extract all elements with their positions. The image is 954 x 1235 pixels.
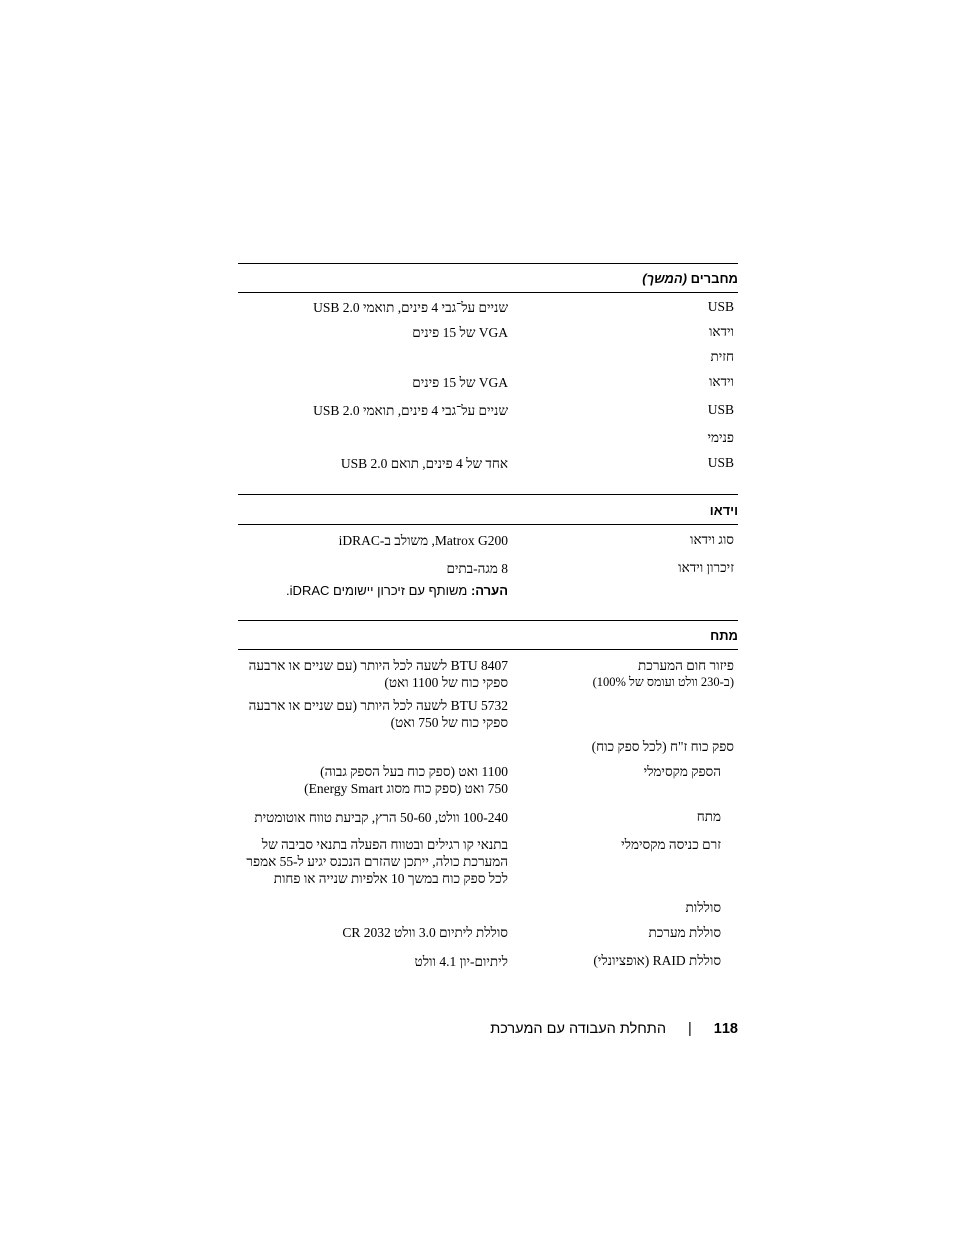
row-label: סוג וידאו: [689, 532, 734, 547]
inrush-current-label: זרם כניסה מקסימלי: [621, 837, 721, 852]
psu-wattage-label: ספק כוח ז"ח (לכל ספק כוח): [591, 739, 734, 754]
section-heading-rule: [238, 649, 738, 650]
page-footer: [490, 1021, 738, 1037]
section-heading-connectors: מחברים (המשך): [642, 271, 738, 286]
row-value: אחד של 4 פינים, תואם USB 2.0: [340, 456, 508, 471]
value-line: בתנאי קו רגילים ובטווח הפעלה בתנאי סביבה של: [261, 837, 508, 852]
note-label: הערה:: [470, 583, 508, 598]
value-line: לכל ספק כוח במשך 10 אלפיות שנייה או פחות: [273, 871, 508, 886]
row-value: 8 מגה-בתים: [446, 561, 508, 576]
footer-title: התחלת העבודה עם המערכת: [490, 1021, 667, 1037]
heat-dissipation-value-1100w: [249, 657, 508, 691]
max-power-value: [304, 763, 508, 797]
batteries-label: סוללות: [685, 900, 721, 915]
section-heading-rule: [238, 524, 738, 525]
video-note: [286, 583, 508, 598]
system-battery-value: סוללת ליתיום 3.0 וולט CR 2032: [342, 925, 508, 940]
row-value: שניים על־גבי 4 פינים, תואמי USB 2.0: [313, 300, 508, 315]
video-section: [238, 494, 738, 609]
section-top-rule: [238, 620, 738, 621]
row-label: USB: [707, 455, 734, 470]
section-heading-power: מתח: [710, 628, 738, 643]
row-value: Matrox G200, משולב ב-iDRAC: [338, 533, 508, 548]
system-battery-label: סוללת מערכת: [648, 925, 721, 940]
value-line: BTU 8407 לשעה לכל היותר (עם שניים או ארבעה: [248, 658, 508, 673]
page-number: 118: [713, 1021, 738, 1037]
value-line: ספקי כוח של 1100 ואט): [384, 675, 508, 690]
row-subheading-internal: פנימי: [707, 430, 734, 445]
section-top-rule: [238, 494, 738, 495]
note-text: משותף עם זיכרון יישומים iDRAC.: [286, 583, 468, 598]
heat-dissipation-value-750w: [249, 697, 508, 731]
row-label: USB: [707, 299, 734, 314]
row-value: VGA של 15 פינים: [412, 375, 508, 390]
power-section: [238, 620, 738, 980]
heat-dissipation-sublabel: (ב-230 וולט ועומס של 100%): [592, 675, 734, 689]
value-line: המערכת כולה, ייתכן שהזרם הנכנס יגיע ל-55 אמפר: [246, 854, 508, 869]
voltage-value: 100-240 וולט, 50-60 הרץ, קביעת טווח אוטומטית: [254, 810, 508, 825]
row-label: וידאו: [708, 374, 734, 389]
raid-battery-label: סוללת RAID (אופציונלי): [593, 953, 721, 968]
heading-continued: (המשך): [642, 271, 687, 286]
row-label: זיכרון וידאו: [678, 560, 734, 575]
max-power-label: הספק מקסימלי: [643, 764, 721, 779]
inrush-current-value: [246, 836, 508, 887]
value-line: 1100 ואט (ספק כוח בעל הספק גבוה): [320, 764, 508, 779]
row-value: שניים על־גבי 4 פינים, תואמי USB 2.0: [313, 403, 508, 418]
row-label: וידאו: [708, 324, 734, 339]
row-subheading-front: חזית: [710, 349, 734, 364]
value-line: ספקי כוח של 750 ואט): [390, 715, 508, 730]
row-value: VGA של 15 פינים: [412, 325, 508, 340]
section-heading-rule: [238, 292, 738, 293]
footer-separator: |: [688, 1021, 692, 1037]
value-line: BTU 5732 לשעה לכל היותר (עם שניים או ארבעה: [248, 698, 508, 713]
section-top-rule: [238, 263, 738, 264]
section-heading-video: וידאו: [709, 503, 738, 518]
connectors-section: [238, 263, 738, 483]
voltage-label: מתח: [696, 809, 721, 824]
heat-dissipation-label: פיזור חום המערכת: [638, 658, 734, 673]
value-line: 750 ואט (ספק כוח מסוג Energy Smart): [304, 781, 508, 796]
row-label: USB: [707, 402, 734, 417]
raid-battery-value: ליתיום-יון 4.1 וולט: [414, 954, 508, 969]
